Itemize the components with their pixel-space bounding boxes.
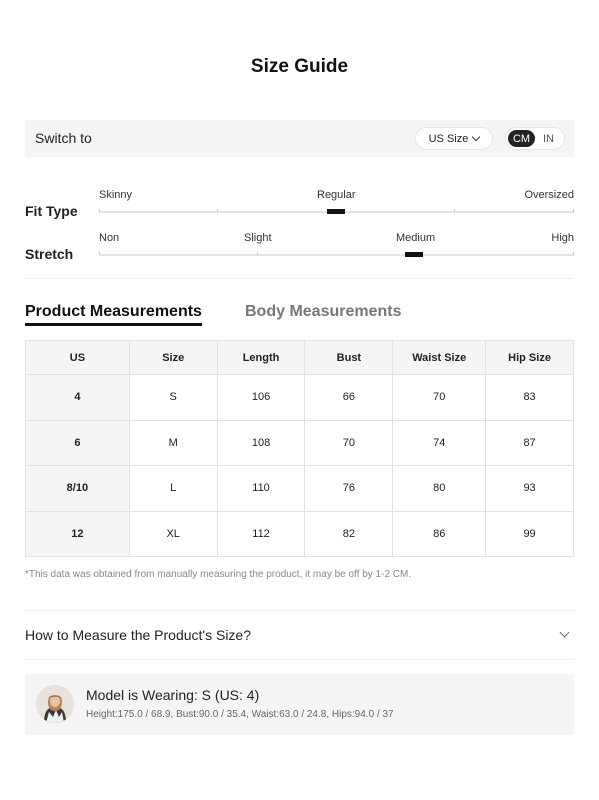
unit-in-button[interactable]: IN: [543, 132, 554, 145]
cell-us: 6: [26, 420, 130, 466]
cell-bust: 76: [305, 466, 393, 512]
fit-option-regular: Regular: [317, 189, 356, 201]
measurement-tabs: [25, 303, 574, 329]
stretch-option-medium: Medium: [396, 232, 436, 244]
unit-toggle: [505, 127, 565, 150]
col-header-size: Size: [129, 341, 217, 375]
model-wearing-title: Model is Wearing: S (US: 4): [86, 687, 260, 703]
unit-switch-bar: [25, 120, 574, 157]
size-system-dropdown[interactable]: [415, 127, 493, 150]
cell-length: 106: [217, 375, 305, 421]
stretch-track: [99, 254, 574, 256]
cell-size: XL: [129, 511, 217, 557]
stretch-label: Stretch: [25, 246, 74, 262]
stretch-option-non: Non: [99, 232, 120, 244]
table-row: [26, 466, 574, 512]
cell-hip: 87: [486, 420, 574, 466]
page-title: Size Guide: [250, 56, 349, 77]
fit-type-marker: [327, 209, 345, 214]
chevron-down-icon: [472, 133, 480, 141]
col-header-bust: Bust: [305, 341, 393, 375]
fit-type-options: [99, 189, 574, 203]
cell-size: L: [129, 466, 217, 512]
switch-label: Switch to: [35, 130, 92, 146]
cell-bust: 70: [305, 420, 393, 466]
tab-body-measurements[interactable]: Body Measurements: [245, 303, 402, 320]
cell-waist: 86: [393, 511, 486, 557]
stretch-scale: [25, 232, 574, 272]
cell-us: 4: [26, 375, 130, 421]
model-avatar: [36, 685, 74, 723]
cell-waist: 70: [393, 375, 486, 421]
stretch-options: [99, 232, 574, 246]
model-measurements: Height:175.0 / 68.9, Bust:90.0 / 35.4, Waist:63.0 / 24.8, Hips:94.0 / 37: [86, 709, 394, 720]
size-system-value: US Size: [428, 132, 469, 145]
fit-type-scale: [25, 189, 574, 229]
size-table: [25, 340, 574, 557]
measurement-note: *This data was obtained from manually measuring the product, it may be off by 1-2 CM.: [25, 569, 412, 580]
tab-product-measurements[interactable]: Product Measurements: [25, 303, 202, 326]
fit-type-track: [99, 211, 574, 213]
how-to-measure-accordion[interactable]: [25, 610, 574, 660]
how-to-measure-label: How to Measure the Product's Size?: [25, 627, 252, 643]
cell-waist: 80: [393, 466, 486, 512]
divider: [25, 278, 574, 279]
stretch-marker: [405, 252, 423, 257]
cell-bust: 82: [305, 511, 393, 557]
cell-length: 108: [217, 420, 305, 466]
col-header-us: US: [26, 341, 130, 375]
table-row: [26, 511, 574, 557]
stretch-option-high: High: [551, 232, 574, 244]
cell-us: 8/10: [26, 466, 130, 512]
model-info: [25, 674, 574, 735]
cell-hip: 83: [486, 375, 574, 421]
chevron-down-icon: [560, 628, 570, 638]
cell-us: 12: [26, 511, 130, 557]
stretch-option-slight: Slight: [244, 232, 272, 244]
cell-length: 110: [217, 466, 305, 512]
cell-size: M: [129, 420, 217, 466]
fit-option-oversized: Oversized: [524, 189, 574, 201]
cell-length: 112: [217, 511, 305, 557]
table-header-row: [26, 341, 574, 375]
cell-size: S: [129, 375, 217, 421]
table-row: [26, 420, 574, 466]
unit-cm-button[interactable]: CM: [508, 130, 535, 147]
cell-hip: 99: [486, 511, 574, 557]
cell-hip: 93: [486, 466, 574, 512]
col-header-hip: Hip Size: [486, 341, 574, 375]
cell-bust: 66: [305, 375, 393, 421]
col-header-waist: Waist Size: [393, 341, 486, 375]
fit-option-skinny: Skinny: [99, 189, 133, 201]
col-header-length: Length: [217, 341, 305, 375]
fit-type-label: Fit Type: [25, 203, 78, 219]
cell-waist: 74: [393, 420, 486, 466]
table-row: [26, 375, 574, 421]
